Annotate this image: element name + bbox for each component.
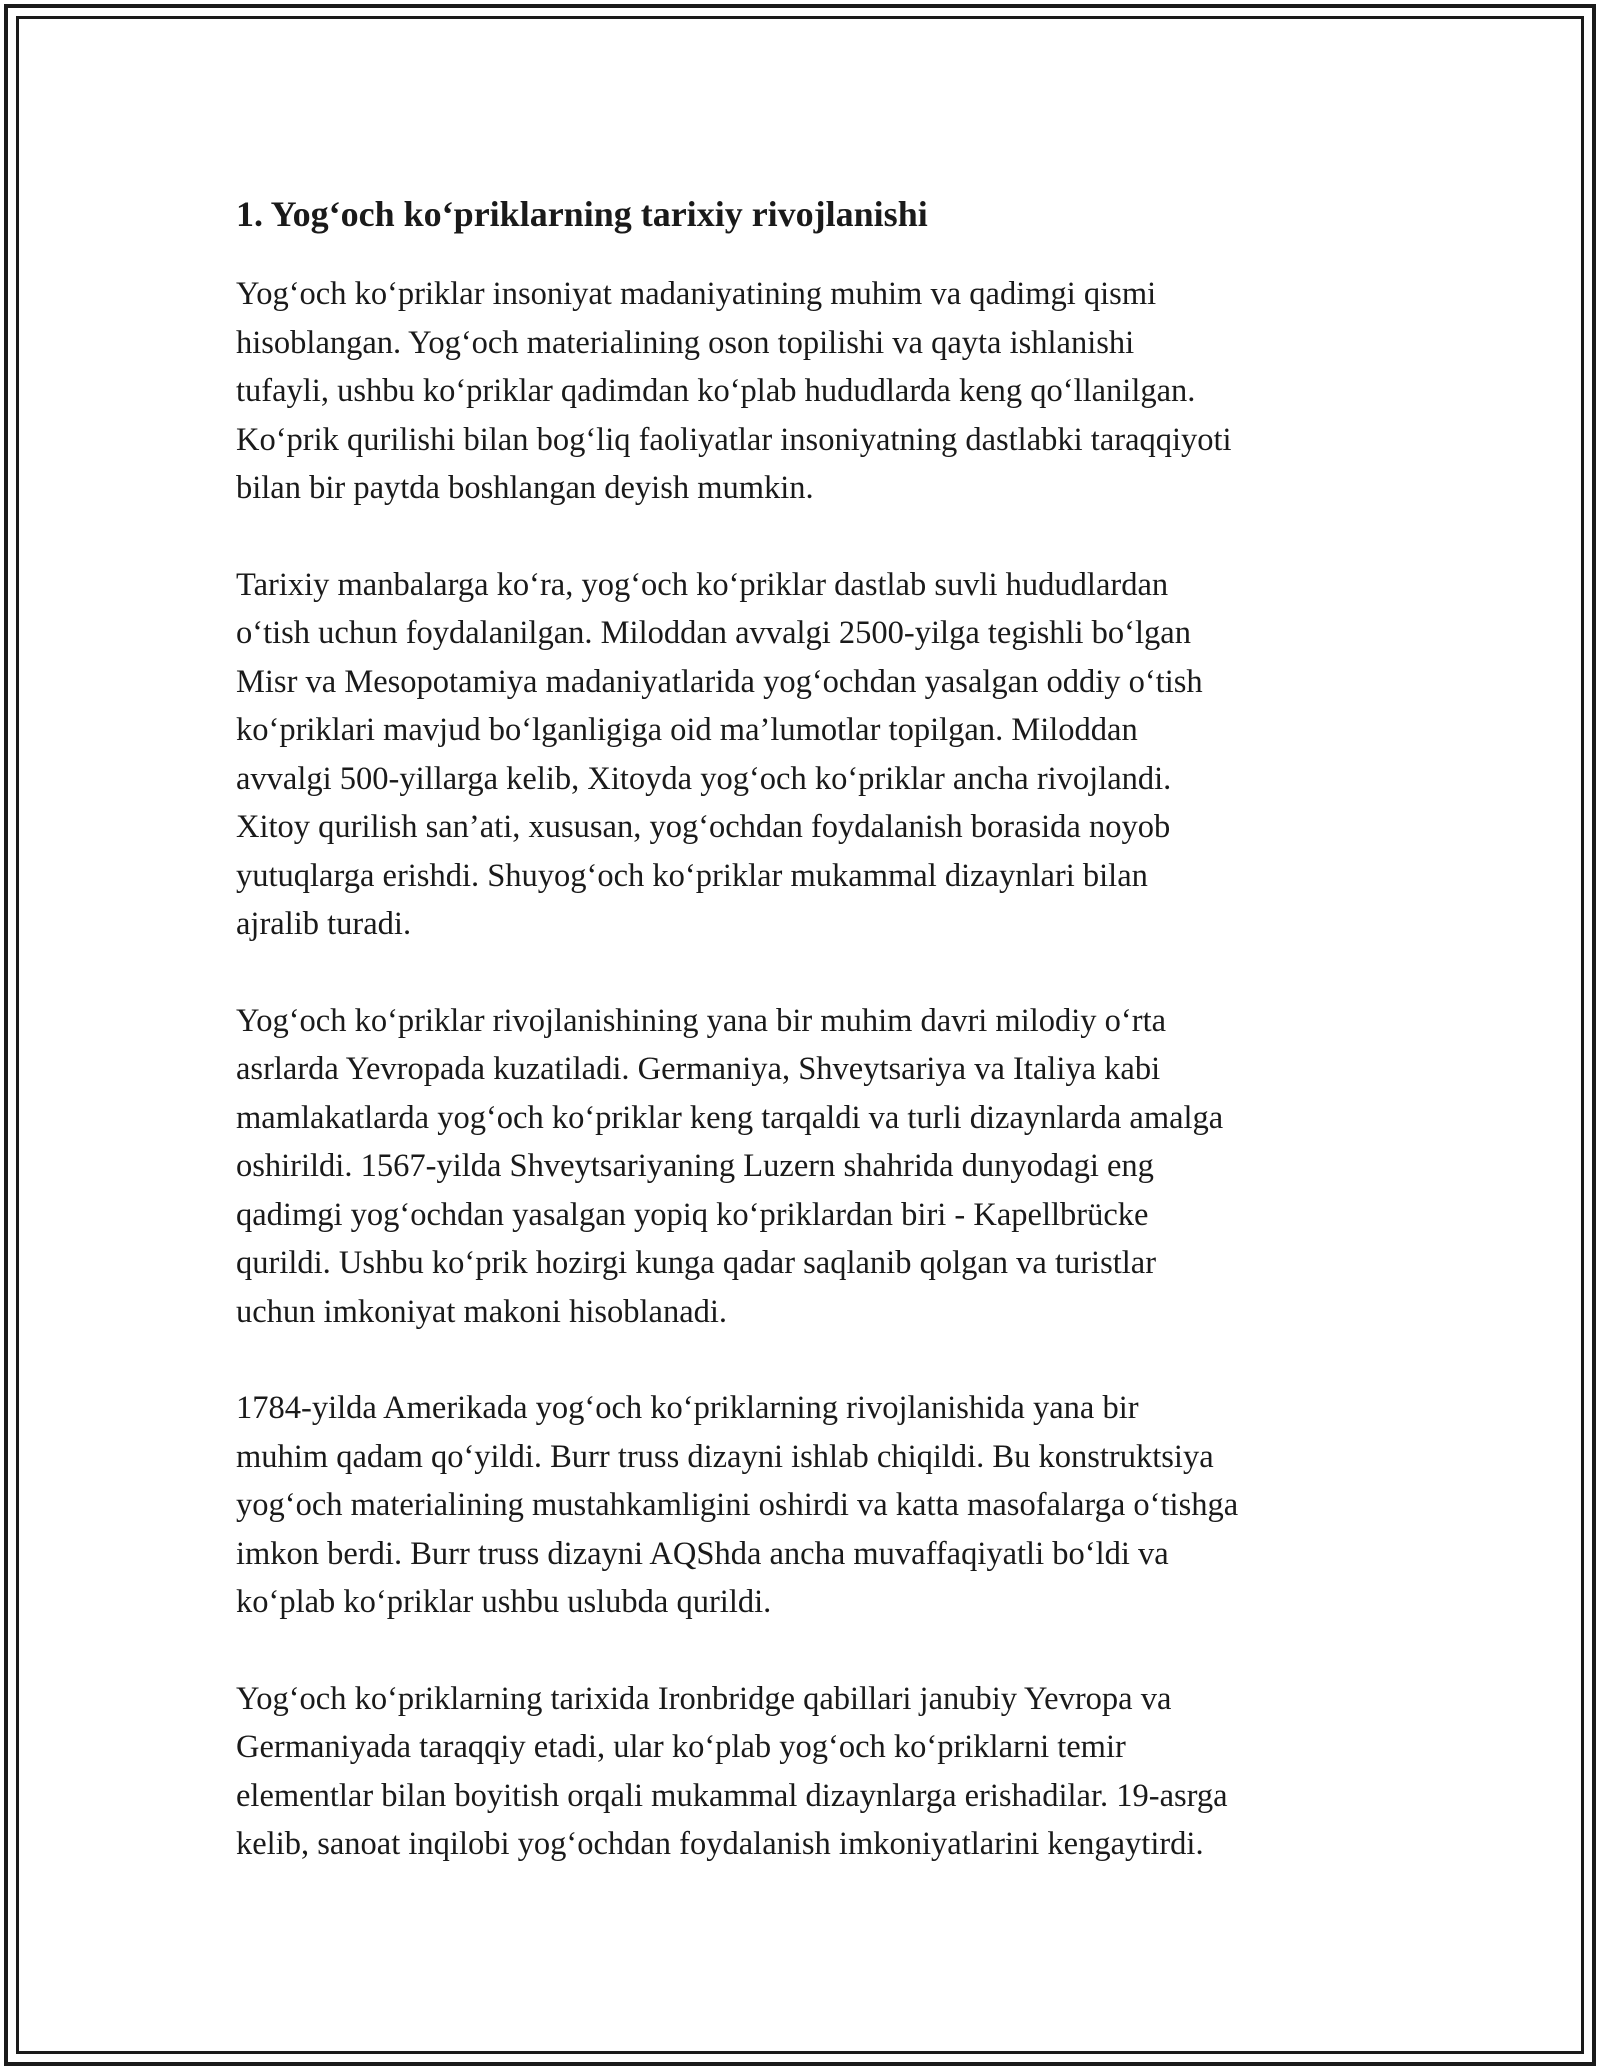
paragraph-ironbridge: Yog‘och ko‘priklarning tarixida Ironbridge qabillari janubiy Yevropa va Germaniyada taraqqiy etadi, ular ko‘plab yog‘och ko‘priklarni temir elementlar bilan boyitish orqali mukammal dizaynlarga erishadilar. 19-asrga kelib, sanoat inqilobi yog‘ochdan foydalanish imkoniyatlarini kengaytirdi.	[236, 1680, 1228, 1862]
document-body	[236, 186, 1386, 1917]
paragraph-burr-truss: 1784-yilda Amerikada yog‘och ko‘priklarning rivojlanishida yana bir muhim qadam qo‘yildi. Burr truss dizayni ishlab chiqildi. Bu konstruktsiya yog‘och materialining mustahkamligini oshirdi va katta masofalarga o‘tishga imkon berdi. Burr truss dizayni AQShda ancha muvaffaqiyatli bo‘ldi va ko‘plab ko‘priklar ushbu uslubda qurildi.	[236, 1390, 1239, 1620]
paragraph-ancient-history: Tarixiy manbalarga ko‘ra, yog‘och ko‘priklar dastlab suvli hududlardan o‘tish uchun foydalanilgan. Miloddan avvalgi 2500-yilga tegishli bo‘lgan Misr va Mesopotamiya madaniyatlarida yog‘ochdan yasalgan oddiy o‘tish ko‘priklari mavjud bo‘lganligiga oid ma’lumotlar topilgan. Miloddan avvalgi 500-yillarga kelib, Xitoyda yog‘och ko‘priklar ancha rivojlandi. Xitoy qurilish san’ati, xususan, yog‘ochdan foydalanish borasida noyob yutuqlarga erishdi. Shuyog‘och ko‘priklar mukammal dizaynlari bilan ajralib turadi.	[236, 566, 1203, 942]
section-heading: 1. Yog‘och ko‘priklarning tarixiy rivojlanishi	[236, 194, 928, 234]
paragraph-medieval-europe: Yog‘och ko‘priklar rivojlanishining yana bir muhim davri milodiy o‘rta asrlarda Yevropada kuzatiladi. Germaniya, Shveytsariya va Italiya kabi mamlakatlarda yog‘och ko‘priklar keng tarqaldi va turli dizaynlarda amalga oshirildi. 1567-yilda Shveytsariyaning Luzern shahrida dunyodagi eng qadimgi yog‘ochdan yasalgan yopiq ko‘priklardan biri - Kapellbrücke qurildi. Ushbu ko‘prik hozirgi kunga qadar saqlanib qolgan va turistlar uchun imkoniyat makoni hisoblanadi.	[236, 1002, 1224, 1330]
paragraph-intro: Yog‘och ko‘priklar insoniyat madaniyatining muhim va qadimgi qismi hisoblangan. Yog‘och materialining oson topilishi va qayta ishlanishi tufayli, ushbu ko‘priklar qadimdan ko‘plab hududlarda keng qo‘llanilgan. Ko‘prik qurilishi bilan bog‘liq faoliyatlar insoniyatning dastlabki taraqqiyoti bilan bir paytda boshlangan deyish mumkin.	[236, 276, 1232, 506]
